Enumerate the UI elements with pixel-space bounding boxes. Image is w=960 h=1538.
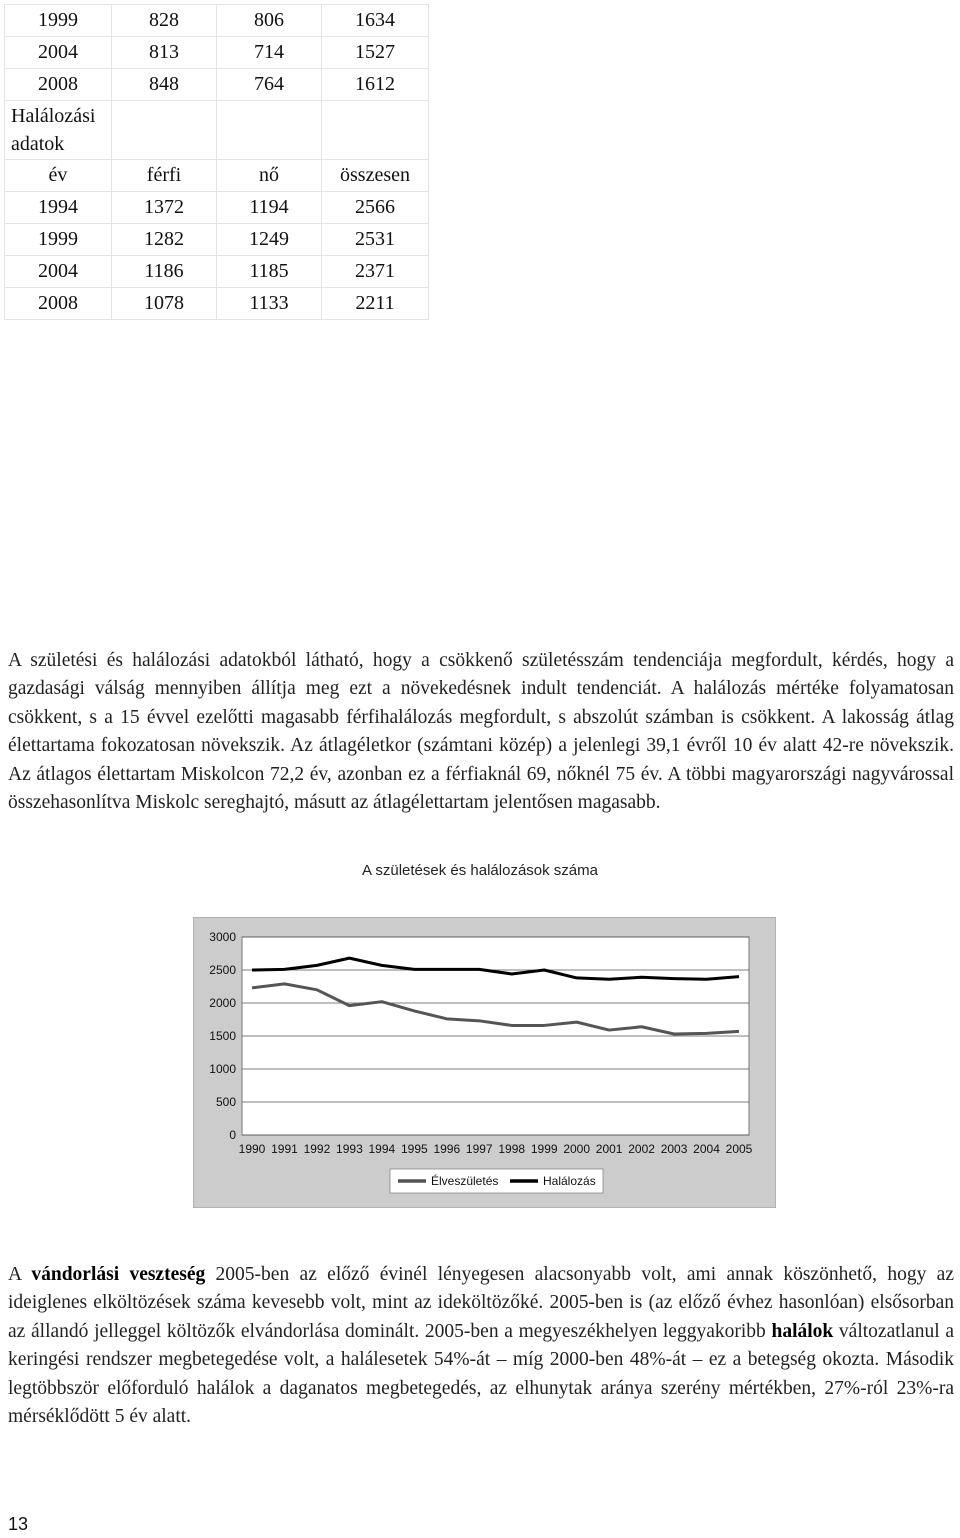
table-cell: 848	[112, 69, 217, 101]
x-tick-label: 1998	[498, 1142, 526, 1156]
table-cell-empty	[217, 101, 322, 160]
death-row	[5, 224, 429, 256]
x-tick-label: 1990	[238, 1142, 266, 1156]
para2-text-1: A	[8, 1264, 32, 1285]
table-cell: 1282	[112, 224, 217, 256]
table-cell-empty	[322, 101, 429, 160]
y-tick-label: 1500	[209, 1029, 236, 1043]
statistics-table	[4, 4, 429, 320]
x-tick-label: 2002	[628, 1142, 655, 1156]
table-cell: 1133	[217, 288, 322, 320]
table-cell: 1999	[5, 224, 112, 256]
x-tick-label: 2001	[595, 1142, 623, 1156]
y-tick-label: 2500	[209, 963, 236, 977]
table-cell: 2008	[5, 69, 112, 101]
table-cell: 1372	[112, 192, 217, 224]
x-tick-label: 2004	[693, 1142, 720, 1156]
x-tick-label: 2005	[725, 1142, 753, 1156]
table-cell: nő	[217, 160, 322, 192]
page-number: 13	[8, 1514, 29, 1534]
x-tick-label: 2000	[563, 1142, 591, 1156]
para2-bold-migration: vándorlási veszteség	[31, 1264, 206, 1285]
table-cell: 2211	[322, 288, 429, 320]
legend-label: Élveszületés	[431, 1174, 499, 1188]
x-tick-label: 1996	[433, 1142, 461, 1156]
table-cell: 1185	[217, 256, 322, 288]
table-cell: összesen	[322, 160, 429, 192]
death-table-title: Halálozási adatok	[5, 101, 112, 160]
table-cell: férfi	[112, 160, 217, 192]
table-cell: 1186	[112, 256, 217, 288]
x-tick-label: 1994	[368, 1142, 396, 1156]
x-tick-label: 1992	[303, 1142, 331, 1156]
y-tick-label: 2000	[209, 996, 236, 1010]
table-cell: 1078	[112, 288, 217, 320]
y-tick-label: 1000	[209, 1062, 236, 1076]
table-cell: 2566	[322, 192, 429, 224]
y-tick-label: 500	[215, 1095, 236, 1109]
chart-title: A születések és halálozások száma	[362, 862, 598, 879]
x-tick-label: 2003	[660, 1142, 688, 1156]
table-cell: 2531	[322, 224, 429, 256]
para2-text-2: 2005-ben az előző évinél lényegesen alacsonyabb volt, ami annak köszönhető, hogy az ideiglenes elköltözések száma kevesebb volt, mint az ideköltözőké. 2005-ben is (az előző évhez hasonlóan) elsősorban az állandó jelleggel költözők elvándorlása dominált. 2005-ben a megyeszékhelyen leggyakoribb	[8, 1264, 954, 1342]
y-tick-label: 0	[229, 1128, 236, 1142]
paragraph-demographics: A születési és halálozási adatokból látható, hogy a csökkenő születésszám tendenciája megfordult, kérdés, hogy a gazdasági válság mennyiben állítja meg ezt a növekedésnek indult tendenciát. A halálozás mértéke folyamatosan csökkent, s a 15 évvel ezelőtti magasabb férfihalálozás megfordult, s abszolút számban is csökkent. A lakosság átlag élettartama fokozatosan növekszik. Az átlagéletkor (számtani közép) a jelenlegi 39,1 évről 10 év alatt 42-re növekszik. Az átlagos élettartam Miskolcon 72,2 év, azonban ez a férfiaknál 69, nőknél 75 év. A többi magyarországi nagyvárossal összehasonlítva Miskolc sereghajtó, másutt az átlagélettartam jelentősen magasabb.	[8, 650, 954, 814]
legend-label: Halálozás	[543, 1174, 596, 1188]
births-deaths-chart	[193, 917, 776, 1208]
birth-row	[5, 37, 429, 69]
table-cell: 1994	[5, 192, 112, 224]
table-cell: 1249	[217, 224, 322, 256]
para2-text-3: változatlanul a keringési rendszer megbetegedése volt, a halálesetek 54%-át – míg 2000-ben 48%-át – ez a betegség okozta. Második legtöbbször előforduló halálok a daganatos megbetegedés, az elhunytak aránya szerény mértékben, 27%-ról 23%-ra mérséklődött 5 év alatt.	[8, 1320, 954, 1428]
table-cell-empty	[112, 101, 217, 160]
x-tick-label: 1991	[271, 1142, 298, 1156]
table-cell: 1634	[322, 5, 429, 37]
table-cell: 1194	[217, 192, 322, 224]
table-cell: 1612	[322, 69, 429, 101]
table-cell: 2371	[322, 256, 429, 288]
x-tick-label: 1995	[400, 1142, 428, 1156]
table-cell: 714	[217, 37, 322, 69]
table-cell: év	[5, 160, 112, 192]
x-tick-label: 1993	[336, 1142, 363, 1156]
para2-bold-cause: halálok	[771, 1320, 834, 1342]
birth-row	[5, 69, 429, 101]
death-row	[5, 256, 429, 288]
x-tick-label: 1999	[530, 1142, 558, 1156]
death-header-row	[5, 160, 429, 192]
table-cell: 2008	[5, 288, 112, 320]
table-cell: 2004	[5, 256, 112, 288]
table-cell: 813	[112, 37, 217, 69]
table-cell: 764	[217, 69, 322, 101]
birth-row	[5, 5, 429, 37]
table-cell: 2004	[5, 37, 112, 69]
x-tick-label: 1997	[465, 1142, 493, 1156]
table-cell: 1527	[322, 37, 429, 69]
death-title-row	[5, 101, 429, 160]
death-row	[5, 192, 429, 224]
table-cell: 828	[112, 5, 217, 37]
death-row	[5, 288, 429, 320]
table-cell: 1999	[5, 5, 112, 37]
table-cell: 806	[217, 5, 322, 37]
y-tick-label: 3000	[209, 930, 236, 944]
paragraph-migration	[8, 1261, 954, 1431]
